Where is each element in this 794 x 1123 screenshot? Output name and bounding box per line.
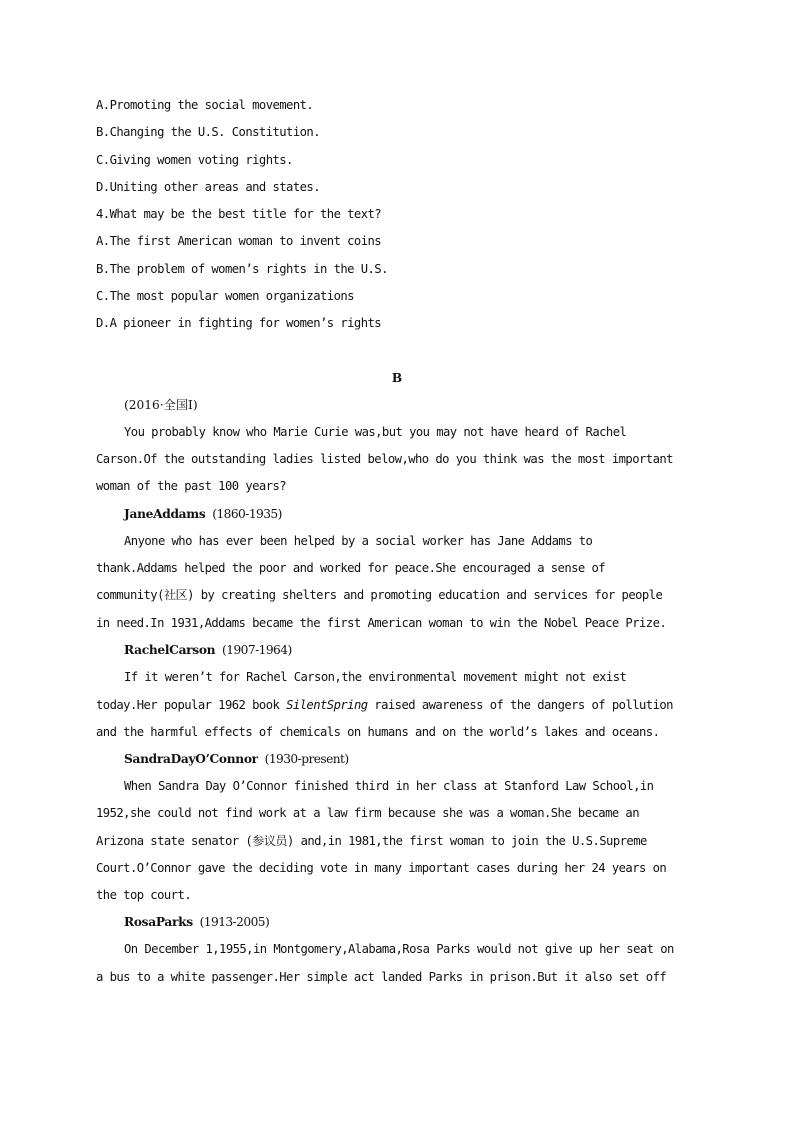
paragraph-line: Court.O’Connor gave the deciding vote in many important cases during her 24 years on — [96, 861, 667, 875]
intro-line: woman of the past 100 years? — [96, 479, 287, 493]
paragraph-text: today.Her popular 1962 book — [96, 698, 287, 712]
person-heading — [124, 506, 282, 522]
person-dates: (1930-present) — [264, 752, 349, 766]
paragraph-line: Arizona state senator (参议员) and,in 1981,the first woman to join the U.S.Supreme — [96, 834, 647, 848]
paragraph-line: When Sandra Day O’Connor finished third in her class at Stanford Law School,in — [124, 779, 654, 793]
source-label: (2016·全国Ⅰ) — [124, 398, 198, 412]
paragraph-line: community(社区) by creating shelters and promoting education and services for people — [96, 588, 663, 602]
person-name: JaneAddams — [124, 507, 206, 521]
paragraph-line: the top court. — [96, 888, 192, 902]
q4-option-c: C.The most popular women organizations — [96, 289, 354, 303]
paragraph-line: 1952,she could not find work at a law firm because she was a woman.She became an — [96, 806, 640, 820]
section-heading: B — [391, 371, 403, 385]
paragraph-line: and the harmful effects of chemicals on humans and on the world’s lakes and oceans. — [96, 725, 660, 739]
person-dates: (1860-1935) — [212, 507, 282, 521]
person-dates: (1907-1964) — [222, 643, 292, 657]
paragraph-line — [96, 697, 673, 713]
person-name: SandraDayO’Connor — [124, 752, 258, 766]
paragraph-line: in need.In 1931,Addams became the first American woman to win the Nobel Peace Prize. — [96, 616, 667, 630]
person-name: RosaParks — [124, 915, 193, 929]
q4-option-d: D.A pioneer in fighting for women’s rights — [96, 316, 382, 330]
paragraph-text: raised awareness of the dangers of pollution — [367, 698, 673, 712]
intro-line: Carson.Of the outstanding ladies listed below,who do you think was the most important — [96, 452, 673, 466]
book-title: SilentSpring — [286, 698, 368, 712]
q3-option-a: A.Promoting the social movement. — [96, 98, 314, 112]
q4-question: 4.What may be the best title for the text? — [96, 207, 382, 221]
intro-line: You probably know who Marie Curie was,but you may not have heard of Rachel — [124, 425, 627, 439]
person-heading — [124, 642, 292, 658]
q3-option-d: D.Uniting other areas and states. — [96, 180, 320, 194]
paragraph-line: Anyone who has ever been helped by a social worker has Jane Addams to — [124, 534, 593, 548]
paragraph-line: a bus to a white passenger.Her simple act landed Parks in prison.But it also set off — [96, 970, 667, 984]
person-heading — [124, 914, 269, 930]
q4-option-b: B.The problem of women’s rights in the U.S. — [96, 262, 388, 276]
q3-option-c: C.Giving women voting rights. — [96, 153, 293, 167]
paragraph-line: thank.Addams helped the poor and worked for peace.She encouraged a sense of — [96, 561, 606, 575]
q3-option-b: B.Changing the U.S. Constitution. — [96, 125, 320, 139]
paragraph-line: If it weren’t for Rachel Carson,the environmental movement might not exist — [124, 670, 627, 684]
q4-option-a: A.The first American woman to invent coins — [96, 234, 382, 248]
paragraph-line: On December 1,1955,in Montgomery,Alabama,Rosa Parks would not give up her seat on — [124, 942, 674, 956]
person-dates: (1913-2005) — [199, 915, 270, 929]
person-name: RachelCarson — [124, 643, 216, 657]
person-heading — [124, 751, 349, 767]
